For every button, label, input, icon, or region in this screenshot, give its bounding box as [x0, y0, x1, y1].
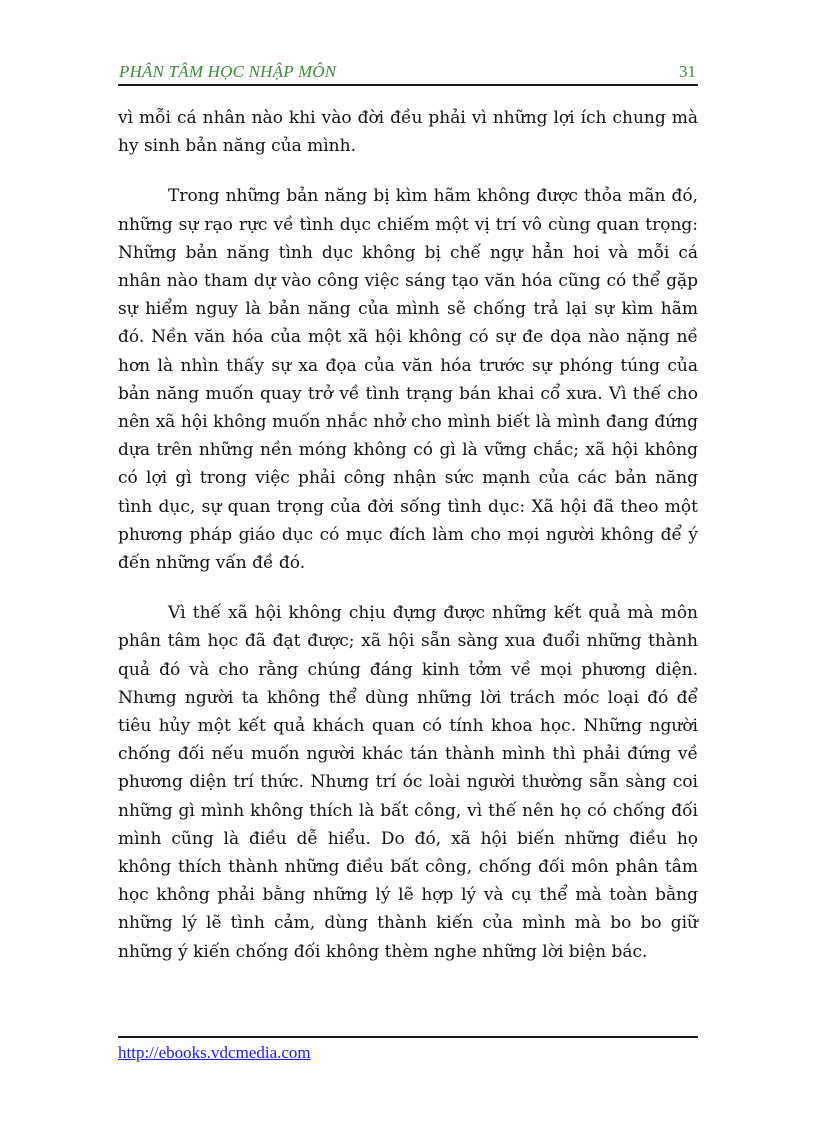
- paragraph: Vì thế xã hội không chịu đựng được những kết quả mà môn phân tâm học đã đạt được; xã hội sẵn sàng xua đuổi những thành quả đó và cho rằng chúng đáng kinh tởm về mọi phương diện. Nhưng người ta không thể dùng những lời trách móc loại đó để tiêu hủy một kết quả khách quan có tính khoa học. Những người chống đối nếu muốn người khác tán thành mình thì phải đứng về phương diện trí thức. Nhưng trí óc loài người thường sẵn sàng coi những gì mình không thích là bất công, vì thế nên họ có chống đối mình cũng là điều dễ hiểu. Do đó, xã hội biến những điều họ không thích thành những điều bất công, chống đối môn phân tâm học không phải bằng những lý lẽ hợp lý và cụ thể mà toàn bằng những lý lẽ tình cảm, dùng thành kiến của mình mà bo bo giữ những ý kiến chống đối không thèm nghe những lời biện bác.: [118, 603, 698, 962]
- page-number: 31: [679, 62, 696, 81]
- paragraph: Trong những bản năng bị kìm hãm không được thỏa mãn đó, những sự rạo rực về tình dục chiếm một vị trí vô cùng quan trọng: Những bản năng tình dục không bị chế ngự hẳn hoi và mỗi cá nhân nào tham dự vào công việc sáng tạo văn hóa cũng có thể gặp sự hiểm nguy là bản năng của mình sẽ chống trả lại sự kìm hãm đó. Nền văn hóa của một xã hội không có sự đe dọa nào nặng nề hơn là nhìn thấy sự xa đọa của văn hóa trước sự phóng túng của bản năng muốn quay trở về tình trạng bán khai cổ xưa. Vì thế cho nên xã hội không muốn nhắc nhở cho mình biết là mình đang đứng dựa trên những nền móng không có gì là vững chắc; xã hội không có lợi gì trong việc phải công nhận sức mạnh của các bản năng tình dục, sự quan trọng của đời sống tình dục: Xã hội đã theo một phương pháp giáo dục có mục đích làm cho mọi người không để ý đến những vấn đề đó.: [118, 186, 698, 574]
- footer-website-link[interactable]: http://ebooks.vdcmedia.com: [118, 1043, 311, 1062]
- page-header: [118, 60, 698, 86]
- paragraph-continuation: vì mỗi cá nhân nào khi vào đời đều phải vì những lợi ích chung mà hy sinh bản năng của mình.: [118, 108, 698, 157]
- page-body: [118, 104, 698, 966]
- page-footer: [118, 1036, 698, 1063]
- running-title: PHÂN TÂM HỌC NHẬP MÔN: [119, 62, 337, 81]
